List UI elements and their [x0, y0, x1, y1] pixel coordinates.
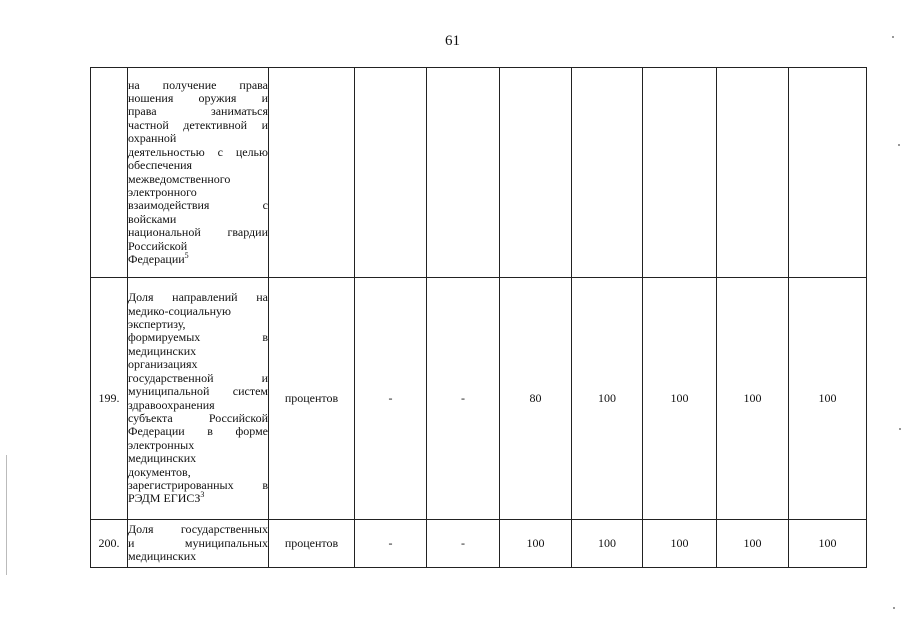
description-line — [128, 492, 268, 505]
description-text: охранной — [128, 131, 177, 146]
description-line — [128, 318, 268, 331]
description-text: Федерации — [128, 251, 185, 266]
description-line — [128, 331, 268, 344]
description-line — [128, 399, 268, 412]
value-cell: 100 — [717, 278, 789, 520]
value-cell: - — [427, 278, 500, 520]
description-line — [128, 291, 268, 304]
description-text: медицинских — [128, 343, 197, 358]
description-line — [128, 213, 268, 226]
description-line — [128, 199, 268, 212]
description-line — [128, 92, 268, 105]
scan-speck — [893, 607, 895, 609]
description-text: медико-социальную — [128, 303, 231, 318]
description-line — [128, 452, 268, 465]
description-text: РЭДМ ЕГИСЗ — [128, 491, 201, 506]
description-line — [128, 119, 268, 132]
description-line — [128, 372, 268, 385]
description-line — [128, 250, 268, 266]
table-row — [91, 520, 867, 568]
indicator-description — [128, 520, 269, 568]
description-text: государственной и — [128, 370, 268, 385]
value-cell: 100 — [789, 520, 867, 568]
value-cell: - — [355, 520, 427, 568]
page-number: 61 — [445, 33, 460, 49]
description-text: Доля государственных — [128, 522, 268, 537]
description-line — [128, 226, 268, 239]
value-cell — [427, 68, 500, 278]
description-text: войсками — [128, 211, 177, 226]
value-cell — [789, 68, 867, 278]
value-cell: 80 — [500, 278, 572, 520]
description-line — [128, 79, 268, 92]
description-line — [128, 305, 268, 318]
description-text: здравоохранения — [128, 397, 215, 412]
description-line — [128, 146, 268, 159]
description-text: частной детективной и — [128, 117, 268, 132]
value-cell: 100 — [572, 520, 643, 568]
value-cell — [643, 68, 717, 278]
description-line — [128, 186, 268, 199]
description-text: права заниматься — [128, 104, 268, 119]
indicator-table — [90, 67, 867, 568]
description-text: субъекта Российской — [128, 410, 268, 425]
value-cell: 100 — [643, 278, 717, 520]
footnote-marker: 5 — [184, 250, 189, 260]
unit-cell: процентов — [269, 278, 355, 520]
row-number — [91, 68, 128, 278]
scan-speck — [899, 428, 901, 430]
description-text: формируемых в — [128, 330, 268, 345]
description-text: муниципальной систем — [128, 384, 268, 399]
value-cell — [717, 68, 789, 278]
description-text: медицинских — [128, 451, 197, 466]
description-line — [128, 425, 268, 438]
description-line — [128, 159, 268, 172]
description-line — [128, 523, 268, 536]
value-cell: 100 — [643, 520, 717, 568]
description-text: национальной гвардии — [128, 225, 268, 240]
description-line — [128, 550, 268, 563]
indicator-description — [128, 68, 269, 278]
description-text: экспертизу, — [128, 317, 186, 332]
row-number: 199. — [91, 278, 128, 520]
description-text: деятельностью с целью — [128, 144, 268, 159]
value-cell: - — [427, 520, 500, 568]
description-text: зарегистрированных в — [128, 477, 268, 492]
description-line — [128, 385, 268, 398]
description-line — [128, 537, 268, 550]
description-line — [128, 466, 268, 479]
description-text: электронных — [128, 437, 195, 452]
indicator-description — [128, 278, 269, 520]
description-text: Доля направлений на — [128, 290, 268, 305]
description-text: электронного — [128, 184, 197, 199]
description-line — [128, 345, 268, 358]
scan-speck — [898, 144, 900, 146]
value-cell: 100 — [500, 520, 572, 568]
table-row — [91, 278, 867, 520]
description-text: Российской — [128, 238, 188, 253]
table-row — [91, 68, 867, 278]
description-text: и муниципальных — [128, 535, 268, 550]
description-text: межведомственного — [128, 171, 231, 186]
scan-edge-mark — [6, 455, 7, 575]
description-text: взаимодействия с — [128, 198, 268, 213]
description-text: обеспечения — [128, 158, 193, 173]
value-cell: - — [355, 278, 427, 520]
description-text: ношения оружия и — [128, 91, 268, 106]
unit-cell — [269, 68, 355, 278]
description-text: Федерации в форме — [128, 424, 268, 439]
description-line — [128, 240, 268, 253]
value-cell: 100 — [717, 520, 789, 568]
value-cell — [500, 68, 572, 278]
value-cell: 100 — [572, 278, 643, 520]
footnote-marker: 3 — [200, 490, 205, 500]
description-line — [128, 105, 268, 118]
description-line — [128, 412, 268, 425]
value-cell — [572, 68, 643, 278]
description-text: документов, — [128, 464, 191, 479]
value-cell: 100 — [789, 278, 867, 520]
scan-speck — [892, 36, 894, 38]
description-text: медицинских — [128, 549, 197, 564]
description-line — [128, 132, 268, 145]
description-line — [128, 173, 268, 186]
description-line — [128, 358, 268, 371]
description-text: организациях — [128, 357, 198, 372]
description-text: на получение права — [128, 77, 268, 92]
unit-cell: процентов — [269, 520, 355, 568]
description-line — [128, 439, 268, 452]
value-cell — [355, 68, 427, 278]
row-number: 200. — [91, 520, 128, 568]
